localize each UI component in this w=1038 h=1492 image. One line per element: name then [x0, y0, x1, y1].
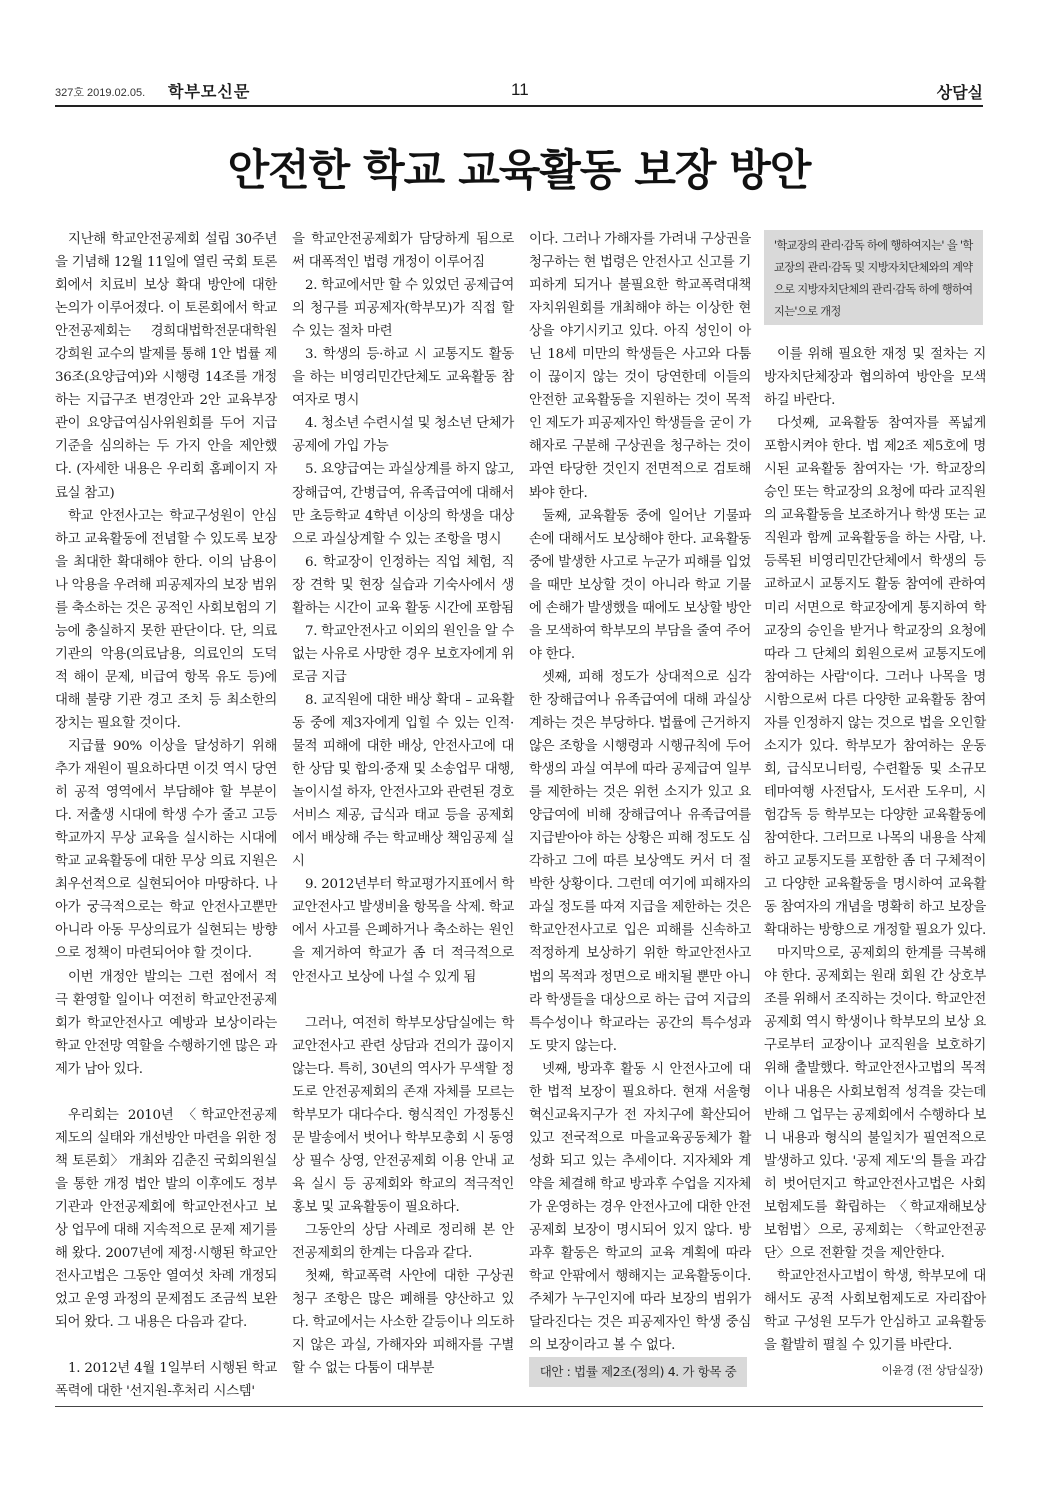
- article-column-4: [764, 343, 986, 1357]
- list-item: 9. 2012년부터 학교평가지표에서 학교안전사고 발생비율 항목을 삭제. 학교에서 사고를 은폐하거나 축소하는 원인을 제거하여 학교가 좀 더 적극적으로 안전사고 보상에 나설 수 있게 됨: [292, 877, 514, 985]
- list-item: 6. 학교장이 인정하는 직업 체험, 직장 견학 및 현장 실습과 기숙사에서 생활하는 시간이 교육 활동 시간에 포함됨: [292, 554, 514, 616]
- paragraph: 그동안의 상담 사례로 정리해 본 안전공제회의 한계는 다음과 같다.: [292, 1222, 514, 1262]
- paragraph: 첫째, 학교폭력 사안에 대한 구상권 청구 조항은 많은 폐해를 양산하고 있다. 학교에서는 사소한 갈등이나 의도하지 않은 과실, 가해자와 피해자를 구별할 수 없는 다툼이 대부분: [292, 1269, 514, 1377]
- author-byline: 이윤경 (전 상담실장): [881, 1363, 983, 1377]
- paragraph: 지급률 90% 이상을 달성하기 위해 추가 재원이 필요하다면 이것 역시 당연히 공적 영역에서 부담해야 할 부분이다. 저출생 시대에 학생 수가 줄고 고등학교까지 무상 교육을 실시하는 시대에 학교 교육활동에 대한 무상 의료 지원은 최우선적으로 실현되어야 마땅하다. 나아가 궁극적으로는 학교 안전사고뿐만 아니라 아동 무상의료가 실현되는 방향으로 정책이 마련되어야 할 것이다.: [55, 739, 277, 962]
- list-item: 3. 학생의 등·하교 시 교통지도 활동을 하는 비영리민간단체도 교육활동 참여자로 명시: [292, 347, 514, 409]
- list-item: 4. 청소년 수련시설 및 청소년 단체가 공제에 가입 가능: [292, 416, 514, 455]
- page-header: [55, 80, 983, 104]
- list-item: 7. 학교안전사고 이외의 원인을 알 수 없는 사유로 사망한 경우 보호자에게 위로금 지급: [292, 623, 514, 685]
- paragraph: 그러나, 여전히 학부모상담실에는 학교안전사고 관련 상담과 건의가 끊이지 않는다. 특히, 30년의 역사가 무색할 정도로 안전공제회의 존재 자체를 모르는 학부모가 대다수다. 형식적인 가정통신문 발송에서 벗어나 학부모총회 시 동영상 필수 상영, 안전공제회 이용 안내 교육 실시 등 공제회와 학교의 적극적인 홍보 및 교육활동이 필요하다.: [292, 1015, 514, 1215]
- article-title: 안전한 학교 교육활동 보장 방안: [227, 146, 811, 196]
- paragraph: 이번 개정안 발의는 그런 점에서 적극 환영할 일이나 여전히 학교안전공제회가 학교안전사고 예방과 보상이라는 학교 안전망 역할을 수행하기엔 많은 과제가 남아 있다.: [55, 969, 277, 1077]
- paragraph: 을 학교안전공제회가 담당하게 됨으로써 대폭적인 법령 개정이 이루어짐: [292, 232, 514, 271]
- issue-date: 327호 2019.02.05.: [55, 87, 146, 99]
- page-number: 11: [511, 80, 529, 99]
- paragraph: 마지막으로, 공제회의 한계를 극복해야 한다. 공제회는 원래 회원 간 상호부조를 위해서 조직하는 것이다. 학교안전공제회 역시 학생이나 학부모의 보상 요구로부터 교장이나 교직원을 보호하기 위해 출발했다. 학교안전사고법의 목적이나 내용은 사회보험적 성격을 갖는데 반해 그 업무는 공제회에서 수행하다 보니 내용과 형식의 불일치가 필연적으로 발생하고 있다. '공제 제도'의 틀을 과감히 벗어던지고 학교안전사고법은 사회보험제도를 확립하는 〈학교재해보상 보험법〉으로, 공제회는 〈학교안전공단〉으로 전환할 것을 제안한다.: [764, 946, 986, 1261]
- paragraph: 이다. 그러나 가해자를 가려내 구상권을 청구하는 현 법령은 안전사고 신고를 기피하게 되거나 불필요한 학교폭력대책자치위원회를 개최해야 하는 이상한 현상을 야기시키고 있다. 아직 성인이 아닌 18세 미만의 학생들은 사고와 다툼이 끊이지 않는 것이 당연한데 이들의 안전한 교육활동을 지원하는 것이 목적인 제도가 피공제자인 학생들을 굳이 가해자로 구분해 구상권을 청구하는 것이 과연 타당한 것인지 전면적으로 검토해 봐야 한다.: [529, 232, 751, 501]
- paragraph: 지난해 학교안전공제회 설립 30주년을 기념해 12월 11일에 열린 국회 토론회에서 치료비 보상 확대 방안에 대한 논의가 이루어졌다. 이 토론회에서 학교안전공제회는 경희대법학전문대학원 강희원 교수의 발제를 통해 1안 법률 제36조(요양급여)와 시행령 14조를 개정하는 지급구조 변경안과 2안 교육부장관이 요양급여심사위원회를 두어 지급 기준을 심의하는 두 가지 안을 제안했다. (자세한 내용은 우리회 홈페이지 자료실 참고): [55, 232, 277, 501]
- section-name: 상담실: [936, 83, 983, 102]
- paragraph: 둘째, 교육활동 중에 일어난 기물파손에 대해서도 보상해야 한다. 교육활동 중에 발생한 사고로 누군가 피해를 입었을 때만 보상할 것이 아니라 학교 기물에 손해가 발생했을 때에도 보상할 방안을 모색하여 학부모의 부담을 줄여 주어야 한다.: [529, 508, 751, 662]
- article-column-1: [55, 228, 277, 1403]
- list-item: 8. 교직원에 대한 배상 확대 – 교육활동 중에 제3자에게 입힐 수 있는 인적·물적 피해에 대한 배상, 안전사고에 대한 상담 및 합의·중재 및 소송업무 대행, 놀이시설 하자, 안전사고와 관련된 경호서비스 제공, 급식과 태교 등을 공제회에서 배상해 주는 학교배상 책임공제 실시: [292, 692, 514, 870]
- paragraph: 넷째, 방과후 활동 시 안전사고에 대한 법적 보장이 필요하다. 현재 서울형 혁신교육지구가 전 자치구에 확산되어 있고 전국적으로 마을교육공동체가 활성화 되고 있는 추세이다. 지자체와 계약을 체결해 학교 방과후 수업을 지자체가 운영하는 경우 안전사고에 대한 안전공제회 보장이 명시되어 있지 않다. 방과후 활동은 학교의 교육 계획에 따라 학교 안팎에서 행해지는 교육활동이다. 주체가 누구인지에 따라 보장의 범위가 달라진다는 것은 피공제자인 학생 중심의 보장이라고 볼 수 없다.: [529, 1061, 751, 1354]
- paragraph: 셋째, 피해 정도가 상대적으로 심각한 장해급여나 유족급여에 대해 과실상계하는 것은 부당하다. 법률에 근거하지 않은 조항을 시행령과 시행규칙에 두어 학생의 과실 여부에 따라 공제급여 일부를 제한하는 것은 위헌 소지가 있고 요양급여에 비해 장해급여나 유족급여를 지급받아야 하는 상황은 피해 정도도 심각하고 그에 따른 보상액도 커서 더 절박한 상황이다. 그런데 여기에 피해자의 과실 정도를 따져 지급을 제한하는 것은 학교안전사고로 입은 피해를 신속하고 적정하게 보상하기 위한 학교안전사고법의 목적과 정면으로 배치될 뿐만 아니라 학생들을 대상으로 하는 급여 지급의 특수성이나 학교라는 공간의 특수성과도 맞지 않는다.: [529, 669, 751, 1054]
- paragraph: 학교안전사고법이 학생, 학부모에 대해서도 공적 사회보험제도로 자리잡아 학교 구성원 모두가 안심하고 교육활동을 활발히 펼칠 수 있기를 바란다.: [764, 1268, 986, 1354]
- amendment-note-box: '학교장의 관리·감독 하에 행하여지는' 을 '학교장의 관리·감독 및 지방자치단체와의 계약으로 지방자치단체의 관리·감독 하에 행하여지는'으로 개정: [764, 230, 983, 325]
- list-item: 2. 학교에서만 할 수 있었던 공제급여의 청구를 피공제자(학부모)가 직접 할 수 있는 절차 마련: [292, 278, 514, 340]
- paragraph: 학교 안전사고는 학교구성원이 안심하고 교육활동에 전념할 수 있도록 보장을 최대한 확대해야 한다. 이의 남용이나 악용을 우려해 피공제자의 보장 범위를 축소하는 것은 공적인 사회보험의 기능에 충실하지 못한 판단이다. 단, 의료기관의 악용(의료남용, 의료인의 도덕적 해이 문제, 비급여 항목 유도 등)에 대해 불량 기관 경고 조치 등 최소한의 장치는 필요할 것이다.: [55, 508, 277, 731]
- paragraph: 이를 위해 필요한 재정 및 절차는 지방자치단체장과 협의하여 방안을 모색하길 바란다.: [764, 347, 986, 409]
- paragraph: 우리회는 2010년 〈학교안전공제 제도의 실태와 개선방안 마련을 위한 정책 토론회〉 개최와 김춘진 국회의원실을 통한 개정 법안 발의 이후에도 정부 기관과 안전공제회에 학교안전사고 보상 업무에 대해 지속적으로 문제 제기를 해 왔다. 2007년에 제정·시행된 학교안전사고법은 그동안 열여섯 차례 개정되었고 운영 과정의 문제점도 조금씩 보완되어 왔다. 그 내용은 다음과 같다.: [55, 1107, 277, 1331]
- article-column-3: [529, 228, 751, 1357]
- header-rule: [55, 105, 983, 107]
- list-item: 5. 요양급여는 과실상계를 하지 않고, 장해급여, 간병급여, 유족급여에 대해서만 초등학교 4학년 이상의 학생을 대상으로 과실상계할 수 있는 조항을 명시: [292, 462, 514, 547]
- article-column-2: [292, 228, 514, 1380]
- proposal-label-box: 대안 : 법률 제2조(정의) 4. 가 항목 중: [529, 1357, 747, 1387]
- newspaper-logo: 학부모신문: [168, 82, 251, 101]
- paragraph: 1. 2012년 4월 1일부터 시행된 학교폭력에 대한 '선지원-후처리 시스템': [55, 1361, 277, 1400]
- footer-rule: [55, 1406, 983, 1407]
- paragraph: 다섯째, 교육활동 참여자를 폭넓게 포함시켜야 한다. 법 제2조 제5호에 명시된 교육활동 참여자는 '가. 학교장의 승인 또는 학교장의 요청에 따라 교직원의 교육활동을 보조하거나 학생 또는 교직원과 함께 교육활동을 하는 사람, 나. 등록된 비영리민간단체에서 학생의 등교하교시 교통지도 활동 참여에 관하여 미리 서면으로 학교장에게 통지하여 학교장의 승인을 받거나 학교장의 요청에 따라 그 단체의 회원으로써 교통지도에 참여하는 사람'이다. 그러나 나목을 명시함으로써 다른 다양한 교육활동 참여자를 인정하지 않는 것으로 법을 오인할 소지가 있다. 학부모가 참여하는 운동회, 급식모니터링, 수련활동 및 소규모테마여행 사전답사, 도서관 도우미, 시험감독 등 학부모는 다양한 교육활동에 참여한다. 그러므로 나목의 내용을 삭제하고 교통지도를 포함한 좀 더 구체적이고 다양한 교육활동을 명시하여 교육활동 참여자의 개념을 명확히 하고 보장을 확대하는 방향으로 개정할 필요가 있다.: [764, 416, 986, 939]
